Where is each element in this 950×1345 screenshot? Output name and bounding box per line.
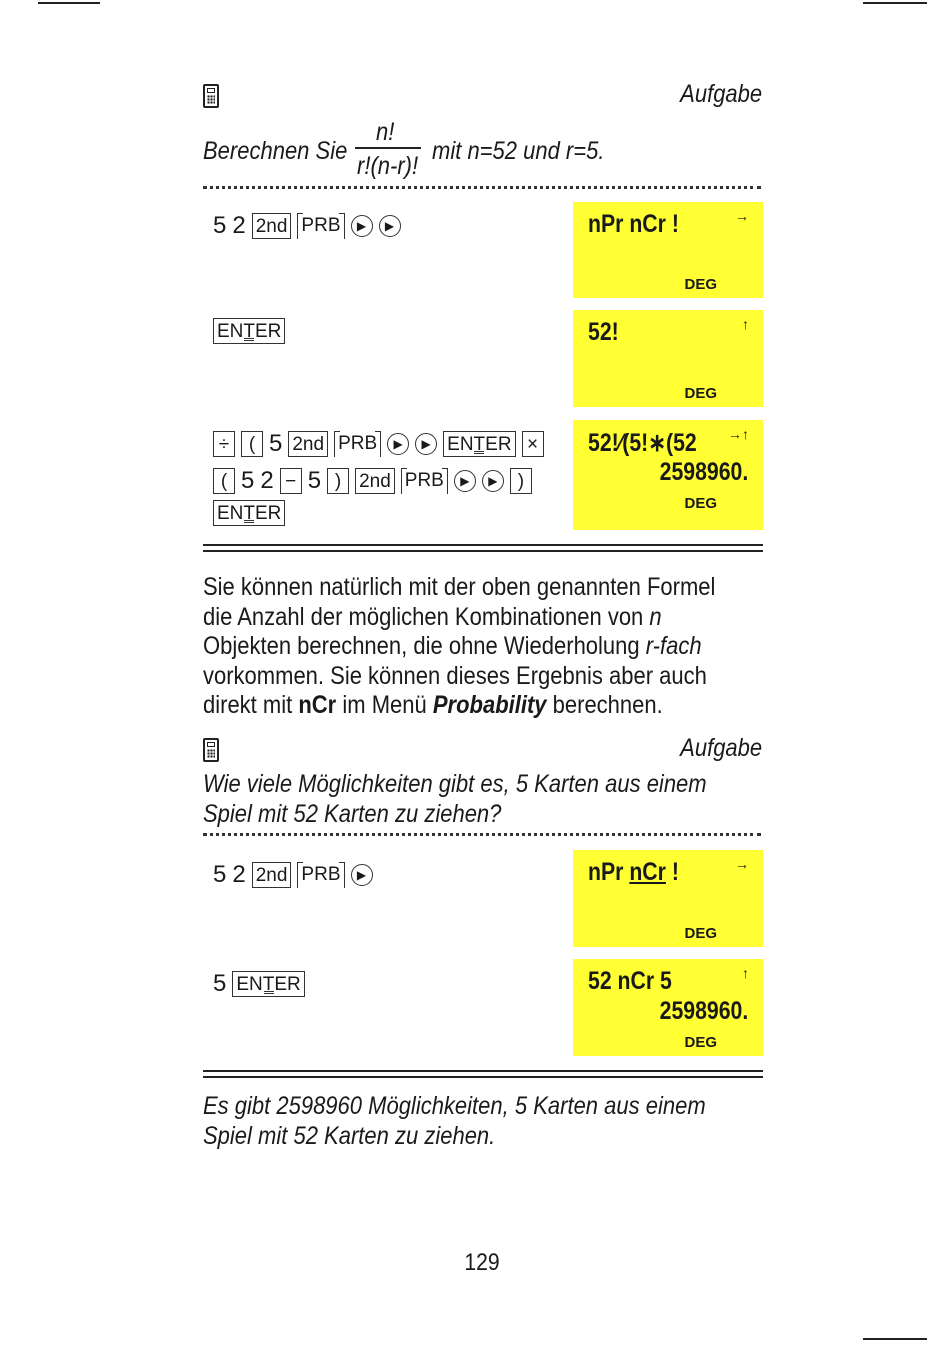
- paragraph-line: [203, 603, 766, 633]
- aufgabe-label: Aufgabe: [680, 734, 762, 762]
- right-arrow-key-icon[interactable]: ▶: [387, 433, 409, 455]
- key-digit[interactable]: 5: [307, 467, 322, 494]
- keystroke-sequence: [213, 970, 311, 998]
- key-enter[interactable]: [213, 318, 285, 344]
- key-digit[interactable]: 5: [213, 970, 227, 997]
- arrow-indicator-icon: ↑: [742, 316, 749, 332]
- key-2nd[interactable]: 2nd: [252, 862, 292, 888]
- text: berechnen.: [546, 691, 663, 719]
- keystroke-sequence: [213, 467, 538, 495]
- display-line: 52!: [588, 318, 619, 346]
- calculator-display: [573, 420, 763, 530]
- display-line: nPr nCr !: [588, 210, 679, 238]
- right-arrow-key-icon[interactable]: ▶: [379, 215, 401, 237]
- angle-mode: DEG: [684, 385, 717, 402]
- key-prb[interactable]: PRB: [297, 862, 344, 888]
- angle-mode: DEG: [684, 1034, 717, 1051]
- key-2nd[interactable]: 2nd: [288, 431, 328, 457]
- key-minus[interactable]: −: [280, 468, 302, 494]
- task1-denominator: r!(n-r)!: [357, 152, 419, 180]
- dotted-separator: [203, 186, 761, 189]
- right-arrow-key-icon[interactable]: ▶: [351, 864, 373, 886]
- calculator-display: [573, 202, 763, 298]
- right-arrow-key-icon[interactable]: ▶: [351, 215, 373, 237]
- conclusion-line: Spiel mit 52 Karten zu ziehen.: [203, 1121, 496, 1150]
- key-multiply[interactable]: ×: [522, 431, 544, 457]
- keystroke-sequence: [213, 212, 407, 240]
- key-digit[interactable]: 5: [213, 861, 227, 888]
- task2-question: [203, 770, 766, 829]
- crop-mark-bottom-right: [863, 1338, 927, 1340]
- task1-suffix: mit n=52 und r=5.: [432, 137, 605, 165]
- paragraph-line: [203, 632, 766, 662]
- key-close-paren[interactable]: ): [327, 468, 349, 494]
- text-bold-italic: Probability: [432, 691, 547, 719]
- text: die Anzahl der möglichen Kombinationen von: [203, 602, 650, 631]
- task1-numerator: n!: [376, 118, 395, 146]
- text-italic: r-fach: [645, 632, 702, 660]
- right-arrow-key-icon[interactable]: ▶: [415, 433, 437, 455]
- text: !: [665, 858, 679, 886]
- key-enter[interactable]: [443, 431, 515, 457]
- key-label: ENTER: [217, 320, 282, 342]
- fraction-bar: [355, 147, 421, 149]
- selected-menu-item: nCr: [629, 858, 666, 886]
- keystroke-sequence: [213, 500, 291, 526]
- calculator-icon: [203, 84, 219, 108]
- section-divider: [203, 1070, 763, 1078]
- angle-mode: DEG: [684, 276, 717, 293]
- text: direkt mit: [203, 691, 299, 719]
- page-number: 129: [464, 1249, 500, 1276]
- key-close-paren[interactable]: ): [510, 468, 532, 494]
- body-paragraph: [203, 573, 766, 721]
- calculator-display: [573, 850, 763, 947]
- arrow-indicator-icon: →: [735, 856, 749, 872]
- calculator-icon: [203, 738, 219, 762]
- key-digit[interactable]: 5: [269, 430, 283, 457]
- key-open-paren[interactable]: (: [213, 468, 235, 494]
- key-prb[interactable]: PRB: [297, 213, 344, 239]
- key-digit[interactable]: 5: [241, 467, 255, 494]
- display-line: 52!⁄(5!∗(52: [588, 429, 697, 457]
- dotted-separator: [203, 833, 761, 836]
- question-line: Spiel mit 52 Karten zu ziehen?: [203, 799, 502, 828]
- task1-prefix: Berechnen Sie: [203, 137, 348, 165]
- key-open-paren[interactable]: (: [241, 431, 263, 457]
- text-bold: nCr: [298, 691, 337, 719]
- arrow-indicator-icon: →↑: [728, 426, 749, 442]
- aufgabe-label: Aufgabe: [680, 80, 762, 108]
- crop-mark-top-left: [38, 2, 100, 4]
- keystroke-sequence: [213, 318, 291, 344]
- key-prb[interactable]: PRB: [401, 468, 448, 494]
- key-2nd[interactable]: 2nd: [252, 213, 292, 239]
- arrow-indicator-icon: →: [735, 208, 749, 224]
- key-prb[interactable]: PRB: [334, 431, 381, 457]
- keystroke-sequence: [213, 861, 379, 889]
- key-digit[interactable]: 2: [232, 212, 246, 239]
- calculator-display: [573, 310, 763, 407]
- text: Objekten berechnen, die ohne Wiederholung: [203, 632, 646, 660]
- text: im Menü: [336, 691, 433, 719]
- section-divider: [203, 544, 763, 552]
- angle-mode: DEG: [684, 495, 717, 512]
- key-divide[interactable]: ÷: [213, 431, 235, 457]
- angle-mode: DEG: [684, 925, 717, 942]
- key-enter[interactable]: [213, 500, 285, 526]
- conclusion-line: Es gibt 2598960 Möglichkeiten, 5 Karten aus einem: [203, 1092, 706, 1120]
- key-enter[interactable]: [232, 971, 304, 997]
- display-result: 2598960.: [659, 458, 748, 486]
- question-line: Wie viele Möglichkeiten gibt es, 5 Karten aus einem: [203, 770, 707, 798]
- display-result: 2598960.: [659, 997, 748, 1025]
- key-digit[interactable]: 5: [213, 212, 227, 239]
- key-digit[interactable]: 2: [260, 467, 274, 494]
- paragraph-line: vorkommen. Sie können dieses Ergebnis aber auch: [203, 661, 707, 690]
- right-arrow-key-icon[interactable]: ▶: [454, 470, 476, 492]
- key-2nd[interactable]: 2nd: [355, 468, 395, 494]
- right-arrow-key-icon[interactable]: ▶: [482, 470, 504, 492]
- display-line: [588, 858, 679, 887]
- display-line: 52 nCr 5: [588, 967, 672, 995]
- text: nPr: [588, 858, 630, 886]
- keystroke-sequence: [213, 430, 550, 458]
- paragraph-line: [203, 691, 766, 721]
- text-italic: n: [649, 602, 662, 631]
- key-label: ENTER: [217, 502, 282, 524]
- crop-mark-top-right: [863, 2, 927, 4]
- key-digit[interactable]: 2: [232, 861, 246, 888]
- key-label: ENTER: [236, 973, 301, 995]
- calculator-display: [573, 959, 763, 1056]
- key-label: ENTER: [447, 433, 512, 455]
- arrow-indicator-icon: ↑: [742, 965, 749, 981]
- conclusion: [203, 1092, 766, 1151]
- paragraph-line: Sie können natürlich mit der oben genannten Formel: [203, 573, 716, 601]
